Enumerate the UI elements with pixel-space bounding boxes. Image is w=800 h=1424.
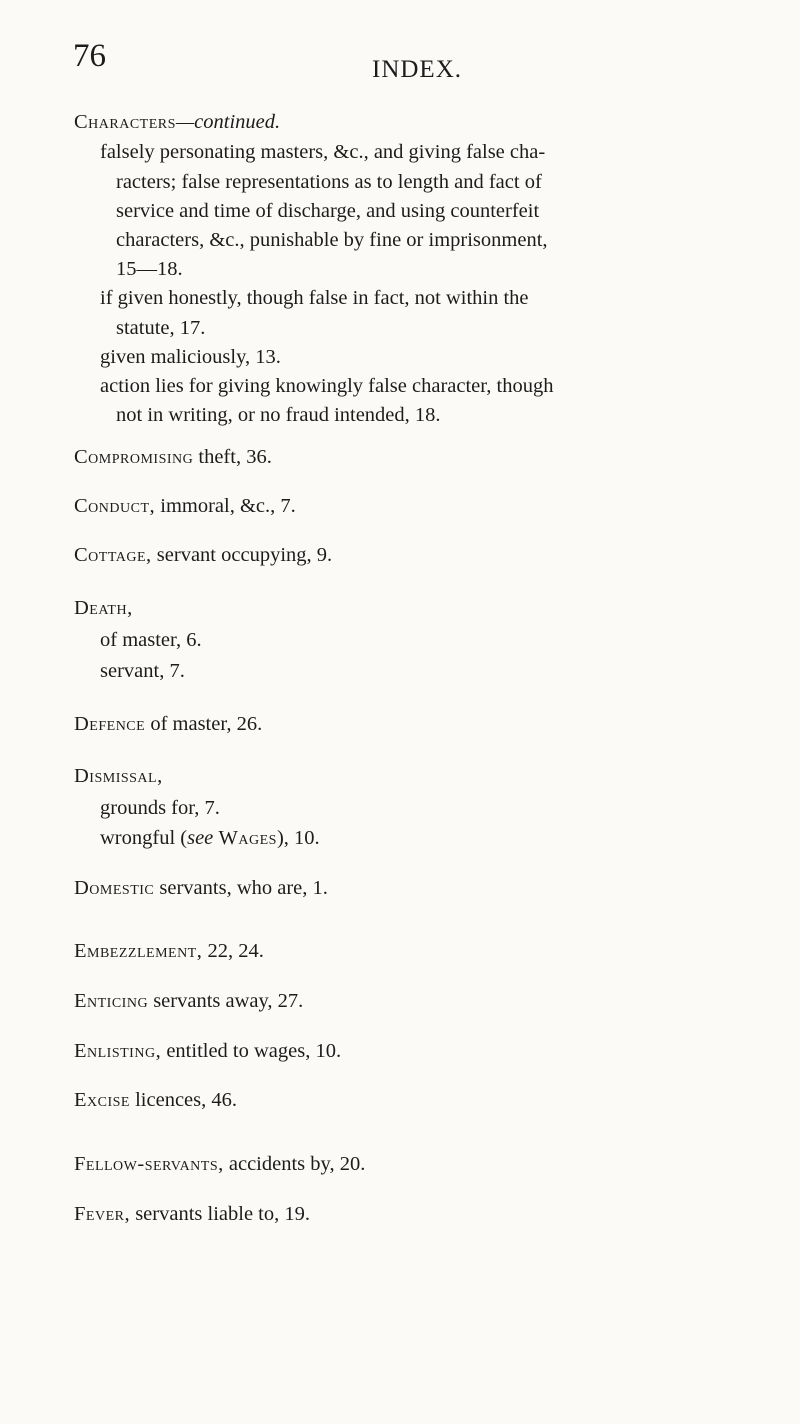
index-line bbox=[100, 828, 320, 849]
heading-word: Death, bbox=[74, 597, 133, 619]
index-line: service and time of discharge, and using counterfeit bbox=[116, 200, 540, 222]
entry-text: licences, 46. bbox=[129, 1089, 237, 1111]
index-line: falsely personating masters, &c., and giving false cha- bbox=[100, 141, 546, 163]
index-line: given maliciously, 13. bbox=[100, 346, 281, 368]
entry-text: accidents by, 20. bbox=[223, 1153, 366, 1175]
entry-text: immoral, &c., 7. bbox=[155, 495, 296, 517]
index-line: of master, 6. bbox=[100, 629, 202, 651]
heading-word: Fellow-servants, bbox=[74, 1153, 224, 1175]
entry-fever bbox=[74, 1204, 310, 1225]
entry-embezzlement bbox=[74, 941, 264, 962]
index-line: characters, &c., punishable by fine or imprisonment, bbox=[116, 229, 548, 251]
heading-word: Enticing bbox=[74, 990, 149, 1012]
text-fragment: wrongful ( bbox=[100, 827, 188, 849]
index-line: not in writing, or no fraud intended, 18. bbox=[116, 404, 441, 426]
index-line: 15—18. bbox=[116, 258, 183, 280]
heading-word: Enlisting, bbox=[74, 1040, 162, 1062]
entry-enlisting bbox=[74, 1041, 341, 1062]
index-line: racters; false representations as to length and fact of bbox=[116, 171, 542, 193]
entry-text: servants liable to, 19. bbox=[130, 1203, 310, 1225]
entry-cottage bbox=[74, 545, 332, 566]
entry-excise bbox=[74, 1090, 237, 1111]
entry-fellow-servants bbox=[74, 1154, 365, 1175]
cross-reference: Wages bbox=[213, 827, 277, 849]
text-fragment: ), 10. bbox=[276, 827, 320, 849]
entry-text: entitled to wages, 10. bbox=[161, 1040, 342, 1062]
continued-label: —continued. bbox=[175, 111, 281, 133]
see-label: see bbox=[187, 827, 214, 849]
running-head: INDEX. bbox=[372, 56, 463, 83]
heading-word: Excise bbox=[74, 1089, 130, 1111]
index-line: grounds for, 7. bbox=[100, 797, 220, 819]
heading-word: Cottage, bbox=[74, 544, 152, 566]
heading-word: Characters bbox=[74, 111, 176, 133]
entry-characters-heading bbox=[74, 112, 280, 133]
heading-word: Compromising bbox=[74, 446, 194, 468]
entry-enticing bbox=[74, 991, 303, 1012]
heading-word: Fever, bbox=[74, 1203, 131, 1225]
entry-text: of master, 26. bbox=[145, 713, 263, 735]
heading-word: Embezzlement, bbox=[74, 940, 203, 962]
page-number: 76 bbox=[73, 38, 106, 74]
index-line: if given honestly, though false in fact, not within the bbox=[100, 287, 529, 309]
entry-domestic bbox=[74, 878, 328, 899]
entry-text: servants away, 27. bbox=[148, 990, 304, 1012]
index-line: servant, 7. bbox=[100, 660, 185, 682]
entry-conduct bbox=[74, 496, 296, 517]
entry-death bbox=[74, 598, 133, 619]
heading-word: Dismissal, bbox=[74, 765, 163, 787]
entry-compromising bbox=[74, 447, 272, 468]
entry-text: 22, 24. bbox=[202, 940, 264, 962]
entry-text: servants, who are, 1. bbox=[154, 877, 328, 899]
entry-dismissal bbox=[74, 766, 163, 787]
heading-word: Defence bbox=[74, 713, 146, 735]
heading-word: Conduct, bbox=[74, 495, 156, 517]
entry-text: servant occupying, 9. bbox=[151, 544, 333, 566]
entry-text: theft, 36. bbox=[193, 446, 272, 468]
heading-word: Domestic bbox=[74, 877, 155, 899]
entry-defence bbox=[74, 714, 262, 735]
index-line: action lies for giving knowingly false character, though bbox=[100, 375, 554, 397]
index-line: statute, 17. bbox=[116, 317, 206, 339]
